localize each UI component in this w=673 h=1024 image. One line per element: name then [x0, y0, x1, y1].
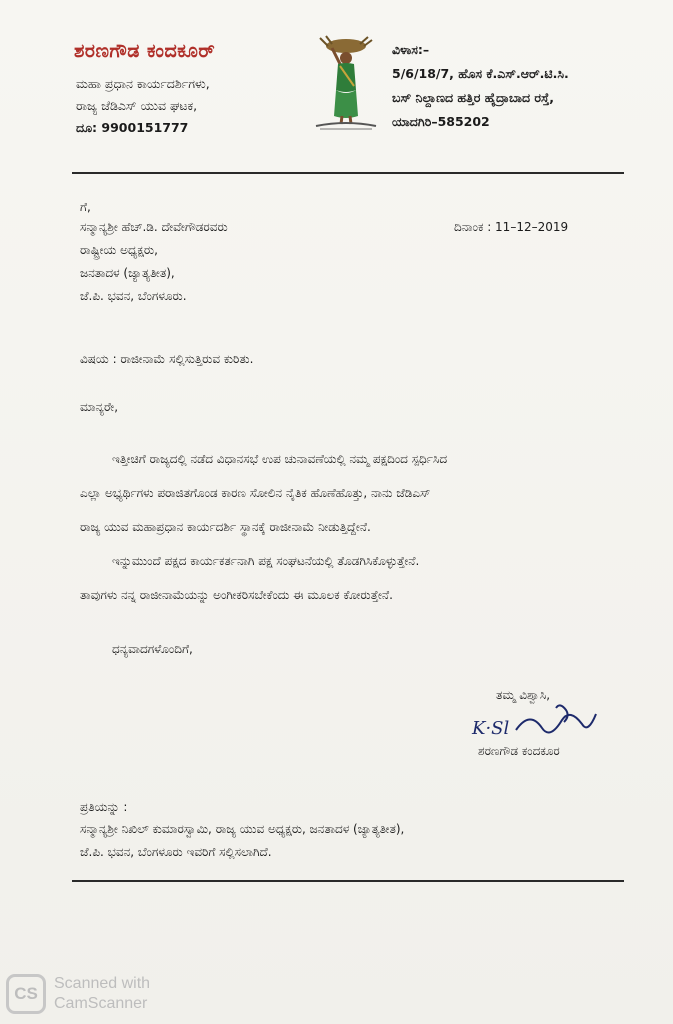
- closing-signer: ಶರಣಗೌಡ ಕಂದಕೂರ: [478, 744, 560, 758]
- letterhead-designation-line2: ರಾಜ್ಯ ಜೆಡಿಎಸ್ ಯುವ ಘಟಕ,: [76, 98, 198, 113]
- letterhead-address-line3: ಯಾದಗಿರಿ–585202: [392, 114, 490, 129]
- letter-salutation: ಮಾನ್ಯರೇ,: [80, 400, 119, 414]
- letter-thanks: ಧನ್ಯವಾದಗಳೊಂದಿಗೆ,: [112, 642, 193, 656]
- recipient-line1: ಸನ್ಮಾನ್ಯಶ್ರೀ ಹೆಚ್.ಡಿ. ದೇವೇಗೌಡರವರು: [80, 220, 228, 234]
- watermark-line2: CamScanner: [54, 995, 148, 1012]
- closing-yours: ತಮ್ಮ ವಿಶ್ವಾಸಿ,: [496, 688, 551, 702]
- letterhead-address-line1: 5/6/18/7, ಹೊಸ ಕೆ.ಎಸ್.ಆರ್.ಟಿ.ಸಿ.: [392, 66, 569, 81]
- letter-date: ದಿನಾಂಕ : 11–12–2019: [454, 220, 569, 234]
- camscanner-logo-icon: CS: [6, 974, 46, 1014]
- body-para2-line1: ಇನ್ನುಮುಂದೆ ಪಕ್ಷದ ಕಾರ್ಯಕರ್ತನಾಗಿ ಪಕ್ಷ ಸಂಘಟನೆಯಲ್ಲಿ ತೊಡಗಿಸಿಕೊಳ್ಳುತ್ತೇನೆ.: [112, 554, 420, 568]
- letterhead-phone: ದೂ: 9900151777: [76, 120, 189, 135]
- letterhead-address-label: ವಿಳಾಸ:–: [392, 42, 430, 57]
- letterhead-divider: [72, 172, 624, 174]
- svg-text:K·Sl: K·Sl: [472, 718, 510, 739]
- copy-line1: ಸನ್ಮಾನ್ಯಶ್ರೀ ನಿಖಿಲ್ ಕುಮಾರಸ್ವಾಮಿ, ರಾಜ್ಯ ಯುವ ಅಧ್ಯಕ್ಷರು, ಜನತಾದಳ (ಜ್ಯಾತ್ಯತೀತ),: [80, 822, 405, 836]
- recipient-line3: ಜನತಾದಳ (ಜ್ಯಾತ್ಯತೀತ),: [80, 266, 175, 280]
- body-para2-line2: ತಾವುಗಳು ನನ್ನ ರಾಜೀನಾಮೆಯನ್ನು ಅಂಗೀಕರಿಸಬೇಕೆಂದು ಈ ಮೂಲಕ ಕೋರುತ್ತೇನೆ.: [80, 588, 393, 602]
- body-para1-line3: ರಾಜ್ಯ ಯುವ ಮಹಾಪ್ರಧಾನ ಕಾರ್ಯದರ್ಶಿ ಸ್ಥಾನಕ್ಕೆ ರಾಜೀನಾಮೆ ನೀಡುತ್ತಿದ್ದೇನೆ.: [80, 520, 371, 534]
- copy-label: ಪ್ರತಿಯನ್ನು :: [80, 800, 128, 814]
- camscanner-watermark: [6, 974, 150, 1014]
- recipient-to: ಗೆ,: [80, 200, 91, 214]
- letter-subject: ವಿಷಯ : ರಾಜೀನಾಮೆ ಸಲ್ಲಿಸುತ್ತಿರುವ ಕುರಿತು.: [80, 352, 254, 366]
- letterhead-name: ಶರಣಗೌಡ ಕಂದಕೂರ್: [74, 40, 216, 62]
- handwritten-signature: [470, 700, 610, 746]
- farmer-woman-emblem-icon: [310, 34, 382, 132]
- watermark-line1: Scanned with: [54, 975, 151, 992]
- copy-line2: ಜೆ.ಪಿ. ಭವನ, ಬೆಂಗಳೂರು ಇವರಿಗೆ ಸಲ್ಲಿಸಲಾಗಿದೆ.: [80, 845, 272, 859]
- letterhead-designation-line1: ಮಹಾ ಪ್ರಧಾನ ಕಾರ್ಯದರ್ಶಿಗಳು,: [76, 76, 210, 91]
- body-para1-line2: ಎಲ್ಲಾ ಅಭ್ಯರ್ಥಿಗಳು ಪರಾಜಿತಗೊಂಡ ಕಾರಣ ಸೋಲಿನ ನೈತಿಕ ಹೊಣೆಹೊತ್ತು, ನಾನು ಜೆಡಿಎಸ್: [80, 486, 431, 500]
- letterhead-address-line2: ಬಸ್ ನಿಲ್ದಾಣದ ಹತ್ತಿರ ಹೈದ್ರಾಬಾದ ರಸ್ತೆ,: [392, 90, 554, 105]
- body-para1-line1: ಇತ್ತೀಚಿಗೆ ರಾಜ್ಯದಲ್ಲಿ ನಡೆದ ವಿಧಾನಸಭೆ ಉಪ ಚುನಾವಣೆಯಲ್ಲಿ ನಮ್ಮ ಪಕ್ಷದಿಂದ ಸ್ಪರ್ಧಿಸಿದ: [112, 452, 448, 466]
- recipient-line4: ಜೆ.ಪಿ. ಭವನ, ಬೆಂಗಳೂರು.: [80, 289, 187, 303]
- footer-divider: [72, 880, 624, 882]
- recipient-line2: ರಾಷ್ಟ್ರೀಯ ಅಧ್ಯಕ್ಷರು,: [80, 243, 158, 257]
